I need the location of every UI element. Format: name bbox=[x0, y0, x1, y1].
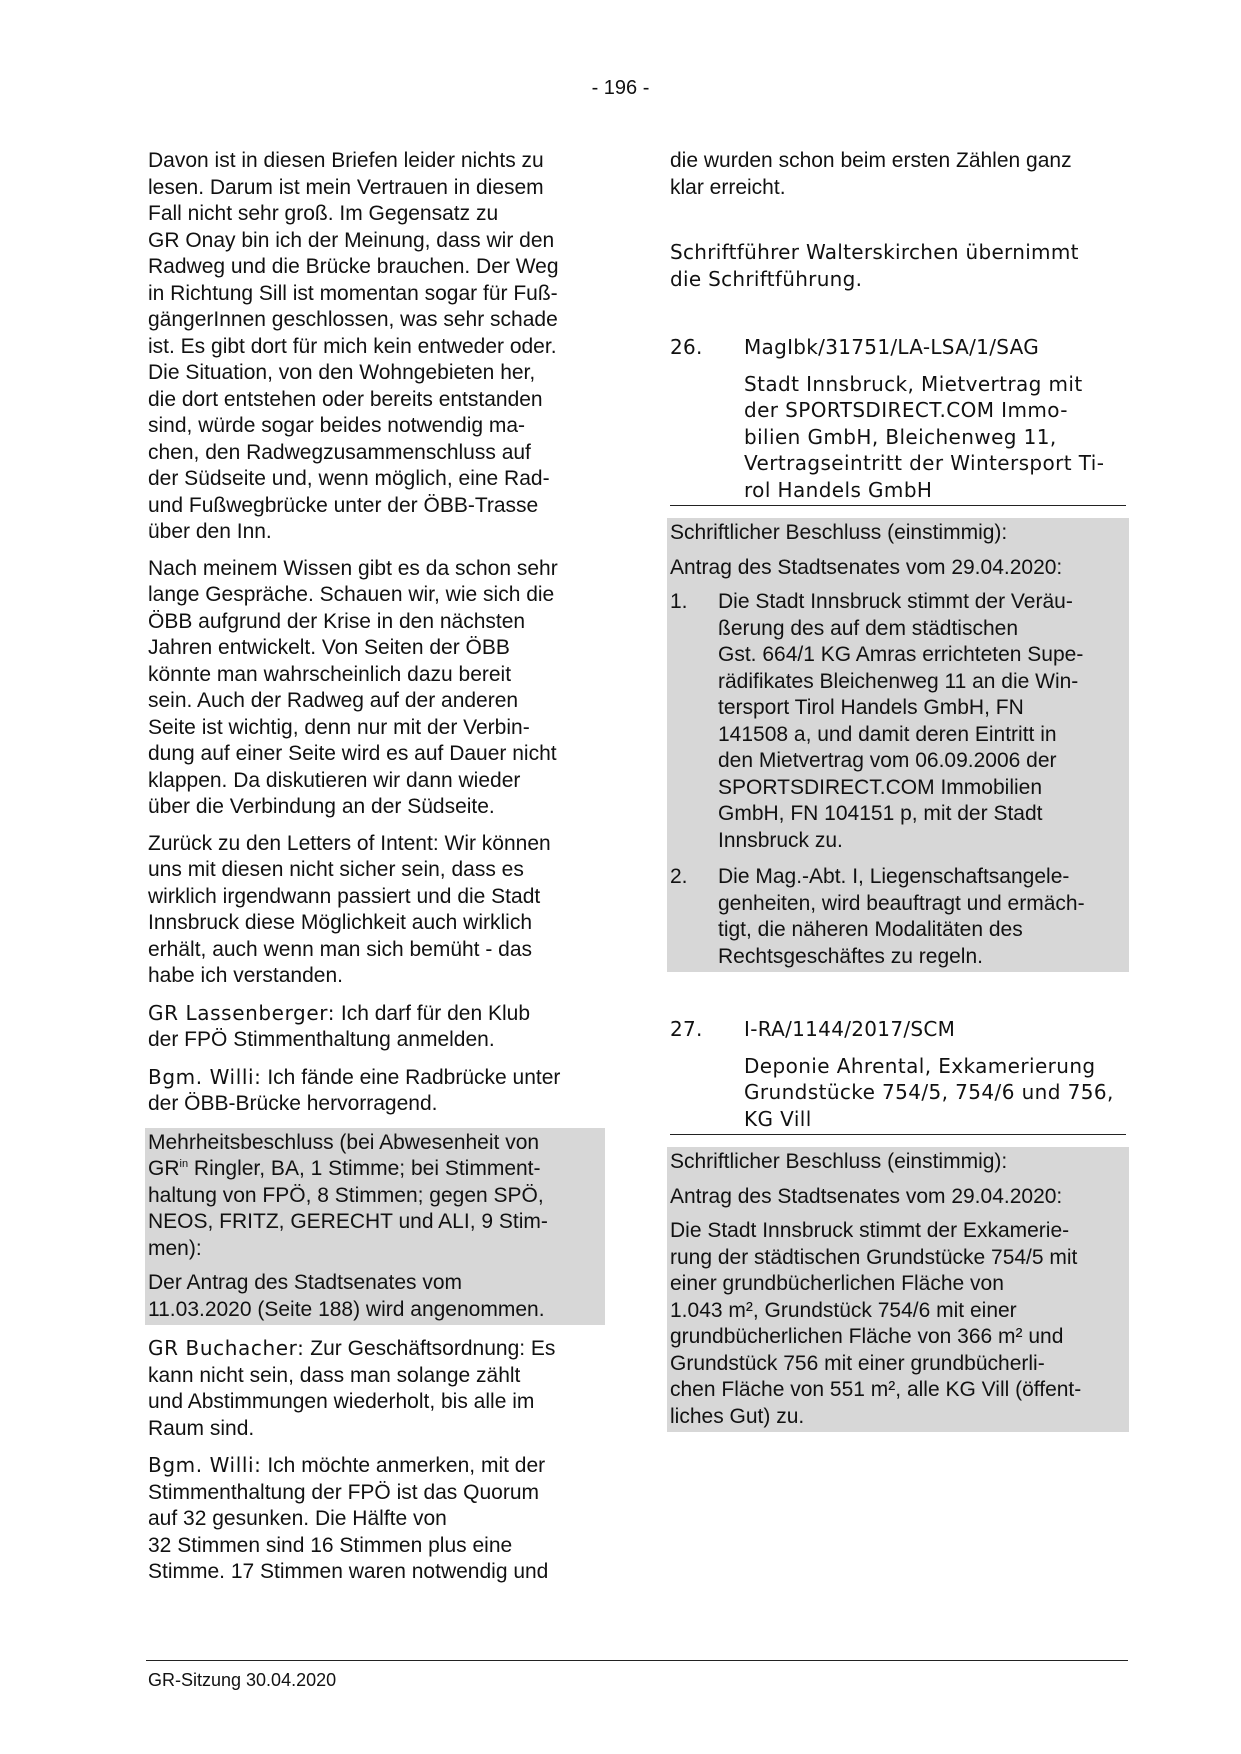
paragraph-continuation: die wurden schon beim ersten Zählen ganz klar erreicht. bbox=[670, 149, 1072, 199]
agenda-item-number: 27. bbox=[670, 1017, 703, 1041]
right-column bbox=[670, 148, 1126, 1432]
motion-label: Antrag des Stadtsenates vom 29.04.2020: bbox=[670, 555, 1063, 579]
point-text: Die Stadt Innsbruck stimmt der Veräu- ßerung des auf dem städtischen Gst. 664/1 KG Amras errichteten Supe- rädifikates Bleichenweg 11 an die Win- tersport Tirol Handels GmbH, FN 141508 a, und damit deren Eintritt in den Mietvertrag vom 06.09.2006 der SPORTSDIRECT.COM Immobilien GmbH, FN 104151 p, mit der Stadt Innsbruck zu. bbox=[718, 590, 1084, 852]
statement-buchacher bbox=[148, 1335, 602, 1442]
agenda-item-27 bbox=[670, 1016, 1126, 1432]
resolution-line-1: Mehrheitsbeschluss (bei Abwesenheit von bbox=[148, 1130, 540, 1154]
statement-text: Ich möchte anmerken, mit der Stimmenthaltung der FPÖ ist das Quorum auf 32 gesunken. Die Hälfte von 32 Stimmen sind 16 Stimmen plus eine Stimme. 17 Stimmen waren notwendig und bbox=[148, 1454, 549, 1583]
point-text: Die Mag.-Abt. I, Liegenschaftsangele- genheiten, wird beauftragt und ermäch- tigt, die näheren Modalitäten des Rechtsgeschäftes zu regeln. bbox=[718, 865, 1085, 968]
secretary-note: Schriftführer Walterskirchen übernimmt die Schriftführung. bbox=[670, 240, 1079, 291]
point-number: 2. bbox=[670, 865, 688, 888]
agenda-item-number: 26. bbox=[670, 335, 703, 359]
paragraph-davon: Davon ist in diesen Briefen leider nichts zu lesen. Darum ist mein Vertrauen in diesem Fall nicht sehr groß. Im Gegensatz zu GR Onay bin ich der Meinung, dass wir den Radweg und die Brücke brauchen. Der Weg in Richtung Sill ist momentan sogar für Fuß- gängerInnen geschlossen, was sehr schade ist. Es gibt dort für mich kein entweder oder. Die Situation, von den Wohngebieten her, die dort entstehen oder bereits entstanden sind, würde sogar beides notwendig ma- chen, den Radwegzusammenschluss auf der Südseite und, wenn möglich, eine Rad- und Fußwegbrücke unter der ÖBB-Trasse über den Inn. bbox=[148, 149, 559, 543]
speaker-name: GR Lassenberger: bbox=[148, 1000, 336, 1025]
footer-session-date: GR-Sitzung 30.04.2020 bbox=[148, 1670, 337, 1690]
statement-text: Zur Geschäftsordnung: Es kann nicht sein, dass man solange zählt und Abstimmungen wiederholt, bis alle im Raum sind. bbox=[148, 1337, 556, 1440]
decision-box bbox=[667, 518, 1129, 972]
decision-point-1 bbox=[670, 589, 1126, 854]
motion-label: Antrag des Stadtsenates vom 29.04.2020: bbox=[670, 1184, 1063, 1208]
decision-point-2 bbox=[670, 864, 1126, 972]
resolution-box bbox=[145, 1128, 605, 1326]
agenda-item-reference: I-RA/1144/2017/SCM bbox=[744, 1017, 956, 1041]
paragraph-nach-meinem-wissen: Nach meinem Wissen gibt es da schon sehr lange Gespräche. Schauen wir, wie sich die ÖBB aufgrund der Krise in den nächsten Jahren entwickelt. Von Seiten der ÖBB könnte man wahrscheinlich dazu bereit sein. Auch der Radweg auf der anderen Seite ist wichtig, denn nur mit der Verbin- dung auf einer Seite wird es auf Dauer nicht klappen. Da diskutieren wir dann wieder über die Verbindung an der Südseite. bbox=[148, 556, 558, 818]
statement-text: Ich fände eine Radbrücke unter der ÖBB-Brücke hervorragend. bbox=[148, 1065, 561, 1115]
agenda-item-title: Deponie Ahrental, Exkamerierung Grundstücke 754/5, 754/6 und 756, KG Vill bbox=[670, 1053, 1126, 1136]
agenda-item-header bbox=[670, 1016, 1126, 1043]
statement-lassenberger bbox=[148, 1000, 602, 1054]
statement-willi-1 bbox=[148, 1064, 602, 1118]
decision-box bbox=[667, 1147, 1129, 1432]
speaker-name: GR Buchacher: bbox=[148, 1336, 305, 1360]
resolution-accepted: Der Antrag des Stadtsenates vom 11.03.2020 (Seite 188) wird angenommen. bbox=[148, 1271, 545, 1321]
resolution-gr: GR bbox=[148, 1157, 180, 1180]
page-number: - 196 - bbox=[591, 77, 650, 99]
statement-text: Ich darf für den Klub der FPÖ Stimmenthaltung anmelden. bbox=[148, 1001, 531, 1051]
resolution-line-2: Ringler, BA, 1 Stimme; bei Stimment- haltung von FPÖ, 8 Stimmen; gegen SPÖ, NEOS, FRITZ, GERECHT und ALI, 9 Stim- men): bbox=[148, 1157, 548, 1260]
decision-text: Die Stadt Innsbruck stimmt der Exkamerie- rung der städtischen Grundstücke 754/5 mit einer grundbücherlichen Fläche von 1.043 m², Grundstück 754/6 mit einer grundbücherlichen Fläche von 366 m² und Grundstück 756 mit einer grundbücherli- chen Fläche von 551 m², alle KG Vill (öffent- liches Gut) zu. bbox=[670, 1219, 1082, 1428]
footer-divider bbox=[146, 1660, 1128, 1661]
agenda-item-title: Stadt Innsbruck, Mietvertrag mit der SPORTSDIRECT.COM Immo- bilien GmbH, Bleichenweg 11, Vertragseintritt der Wintersport Ti- rol Handels GmbH bbox=[670, 371, 1126, 507]
decision-label: Schriftlicher Beschluss (einstimmig): bbox=[670, 1150, 1008, 1173]
left-column bbox=[148, 148, 602, 1596]
agenda-item-header bbox=[670, 334, 1126, 361]
paragraph-letters-of-intent: Zurück zu den Letters of Intent: Wir können uns mit diesen nicht sicher sein, dass es wirklich irgendwann passiert und die Stadt Innsbruck diese Möglichkeit auch wirklich erhält, auch wenn man sich bemüht - das habe ich verstanden. bbox=[148, 831, 551, 987]
agenda-item-26 bbox=[670, 334, 1126, 972]
speaker-name: Bgm. Willi: bbox=[148, 1064, 262, 1089]
resolution-text bbox=[148, 1130, 602, 1263]
agenda-item-reference: MagIbk/31751/LA-LSA/1/SAG bbox=[744, 335, 1040, 359]
speaker-name: Bgm. Willi: bbox=[148, 1453, 262, 1477]
point-number: 1. bbox=[670, 590, 688, 613]
decision-label: Schriftlicher Beschluss (einstimmig): bbox=[670, 521, 1008, 544]
resolution-gr-sup: in bbox=[179, 1158, 189, 1170]
statement-willi-2 bbox=[148, 1452, 602, 1586]
